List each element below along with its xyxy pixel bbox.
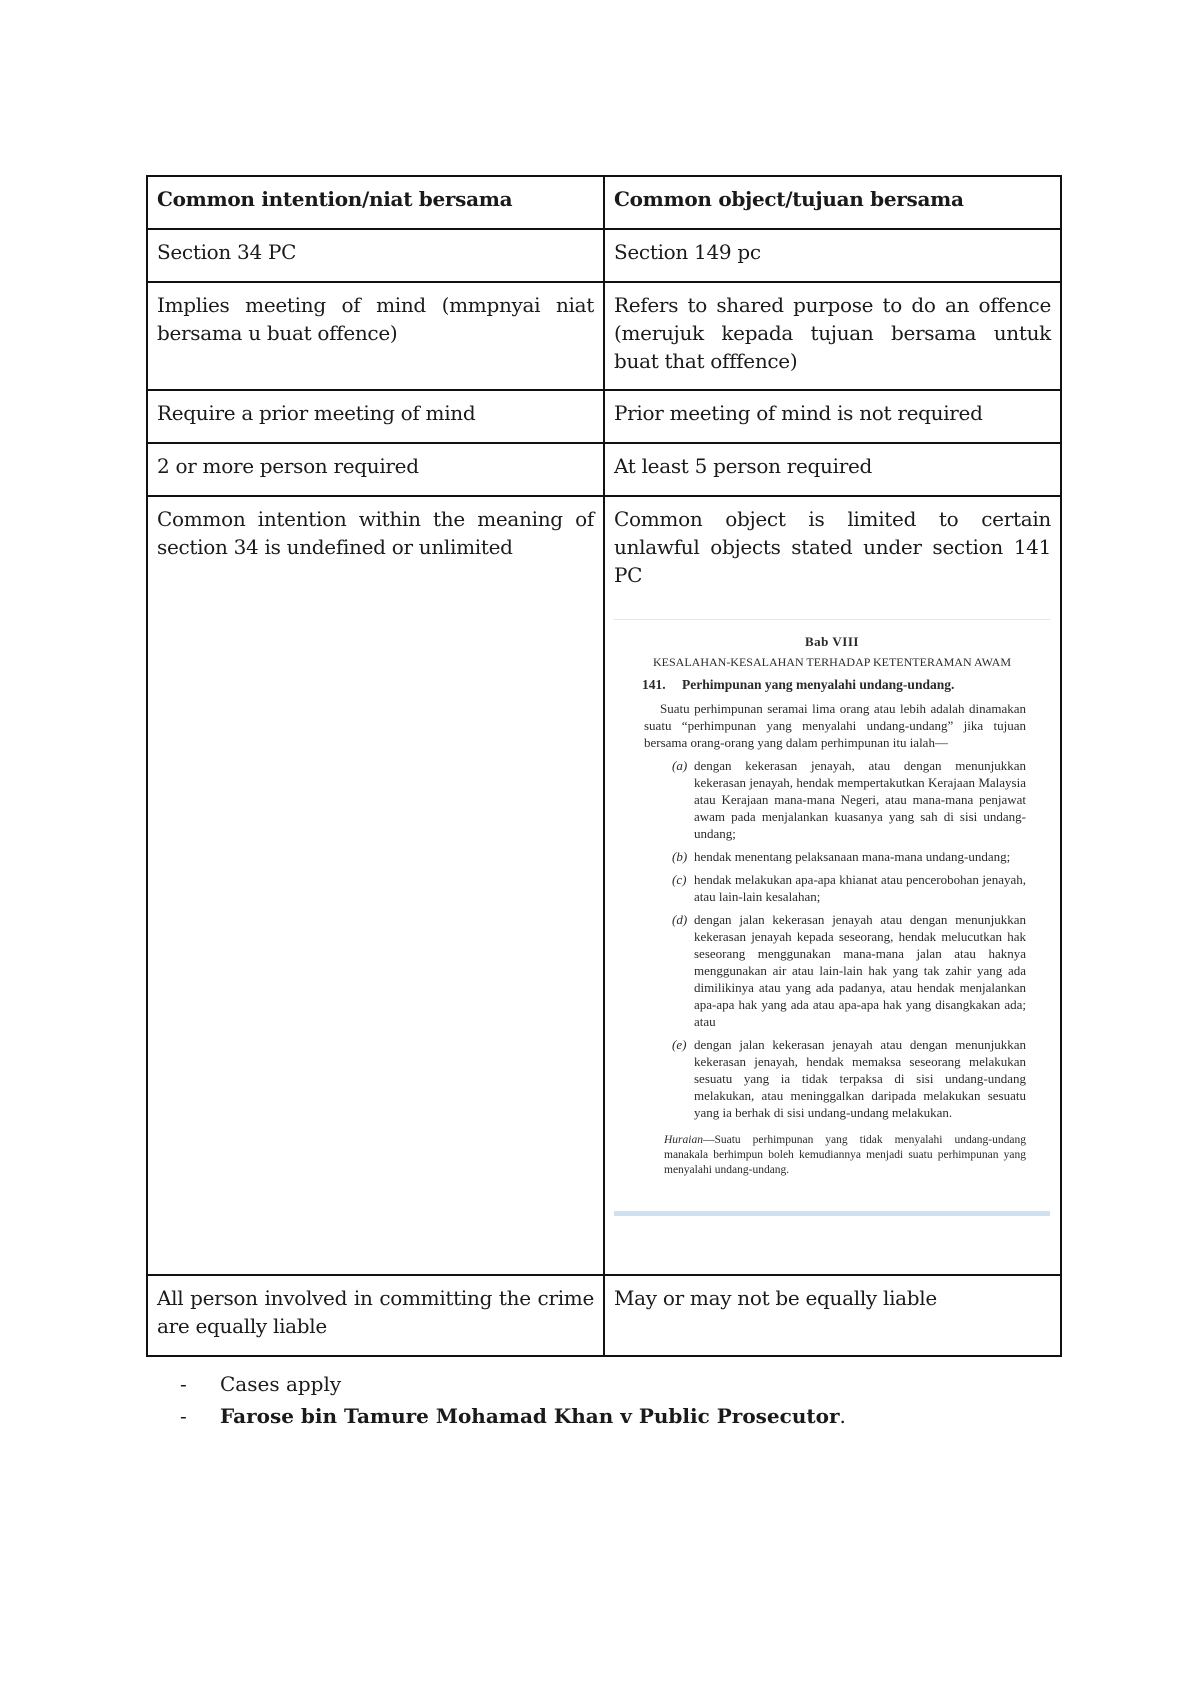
table-row bbox=[147, 1275, 1061, 1356]
bullet-list bbox=[180, 1368, 846, 1432]
statute-chapter-title: KESALAHAN-KESALAHAN TERHADAP KETENTERAMAN AWAM bbox=[652, 655, 1012, 669]
statute-paragraph bbox=[672, 757, 1026, 842]
statute-chapter: Bab VIII bbox=[805, 634, 859, 649]
bullet-dash: - bbox=[180, 1404, 187, 1428]
statute-explanation bbox=[664, 1133, 1026, 1178]
table-row bbox=[147, 390, 1061, 443]
table-row bbox=[147, 229, 1061, 282]
bullet-dash: - bbox=[180, 1372, 187, 1396]
statute-paragraph-label: (d) bbox=[672, 912, 688, 927]
statute-intro: Suatu perhimpunan seramai lima orang atau lebih adalah dinamakan suatu “perhimpunan yang menyalahi undang-undang” jika tujuan bersama orang-orang yang dalam perhimpunan itu ialah— bbox=[644, 701, 1026, 750]
table-header-row bbox=[147, 176, 1061, 229]
cell-object: May or may not be equally liable bbox=[604, 1275, 1061, 1356]
scan-edge-bar bbox=[614, 1211, 1050, 1216]
header-common-intention: Common intention/niat bersama bbox=[147, 176, 604, 229]
statute-explanation-label: Huraian bbox=[664, 1134, 703, 1146]
statute-explanation-text: —Suatu perhimpunan yang tidak menyalahi undang-undang manakala berhimpun boleh kemudiannya menjadi suatu perhimpunan yang menyalahi undang-undang. bbox=[664, 1134, 1026, 1176]
cell-intention: Section 34 PC bbox=[147, 229, 604, 282]
statute-paragraph bbox=[672, 871, 1026, 905]
list-item bbox=[180, 1400, 846, 1432]
statute-paragraph bbox=[672, 911, 1026, 1030]
statute-paragraph-label: (a) bbox=[672, 758, 688, 773]
cell-object: At least 5 person required bbox=[604, 443, 1061, 496]
statute-paragraph-text: hendak melakukan apa-apa khianat atau pencerobohan jenayah, atau lain-lain kesalahan; bbox=[694, 872, 1026, 904]
table-row bbox=[147, 496, 1061, 1275]
table-row bbox=[147, 282, 1061, 390]
statute-paragraph bbox=[672, 1036, 1026, 1121]
cell-object-text: Common object is limited to certain unlawful objects stated under section 141 PC bbox=[614, 507, 1051, 587]
statute-paragraph-text: dengan jalan kekerasan jenayah atau dengan menunjukkan kekerasan jenayah, hendak memaksa seseorang melakukan sesuatu yang ia tidak terpaksa di sisi undang-undang melakukan, atau meninggalkan daripada melakukan sesuatu yang ia berhak di sisi undang-undang melakukan. bbox=[694, 1037, 1026, 1120]
header-common-object: Common object/tujuan bersama bbox=[604, 176, 1061, 229]
statute-paragraph-text: dengan jalan kekerasan jenayah atau dengan menunjukkan kekerasan jenayah kepada seseorang, hendak melucutkan hak seseorang menggunakan mana-mana jalan atau haknya menggunakan air atau lain-lain hak yang tak zahir yang ada dimilikinya atau yang ada padanya, atau hendak menjalankan apa-apa hak yang ada atau apa-apa hak yang disangkakan ada; atau bbox=[694, 912, 1026, 1029]
cell-intention: All person involved in committing the crime are equally liable bbox=[147, 1275, 604, 1356]
comparison-table bbox=[146, 175, 1062, 1357]
table-row bbox=[147, 443, 1061, 496]
list-item bbox=[180, 1368, 846, 1400]
statute-paragraph-text: hendak menentang pelaksanaan mana-mana undang-undang; bbox=[694, 849, 1011, 864]
cell-intention: Implies meeting of mind (mmpnyai niat bersama u buat offence) bbox=[147, 282, 604, 390]
statute-paragraph bbox=[672, 848, 1026, 865]
cell-intention: Require a prior meeting of mind bbox=[147, 390, 604, 443]
cell-intention: 2 or more person required bbox=[147, 443, 604, 496]
statute-paragraph-text: dengan kekerasan jenayah, atau dengan menunjukkan kekerasan jenayah, hendak mempertakutkan Kerajaan Malaysia atau Kerajaan mana-mana Negeri, atau mana-mana penjawat awam pada menjalankan kuasanya yang sah di sisi undang-undang; bbox=[694, 758, 1026, 841]
statute-excerpt-image bbox=[614, 619, 1050, 1220]
statute-section-heading bbox=[614, 676, 1050, 694]
cell-intention: Common intention within the meaning of section 34 is undefined or unlimited bbox=[147, 496, 604, 1275]
cell-object: Refers to shared purpose to do an offence (merujuk kepada tujuan bersama untuk buat that offfence) bbox=[604, 282, 1061, 390]
statute-section-title: Perhimpunan yang menyalahi undang-undang. bbox=[682, 677, 955, 692]
list-item-text: Cases apply bbox=[220, 1372, 342, 1396]
statute-section-number: 141. bbox=[642, 677, 666, 692]
case-name-suffix: . bbox=[839, 1404, 846, 1428]
cell-object bbox=[604, 496, 1061, 1275]
statute-paragraph-label: (b) bbox=[672, 849, 688, 864]
statute-paragraph-label: (c) bbox=[672, 872, 687, 887]
statute-paragraph-label: (e) bbox=[672, 1037, 687, 1052]
case-name: Farose bin Tamure Mohamad Khan v Public Prosecutor bbox=[220, 1404, 840, 1428]
cell-object: Section 149 pc bbox=[604, 229, 1061, 282]
cell-object: Prior meeting of mind is not required bbox=[604, 390, 1061, 443]
